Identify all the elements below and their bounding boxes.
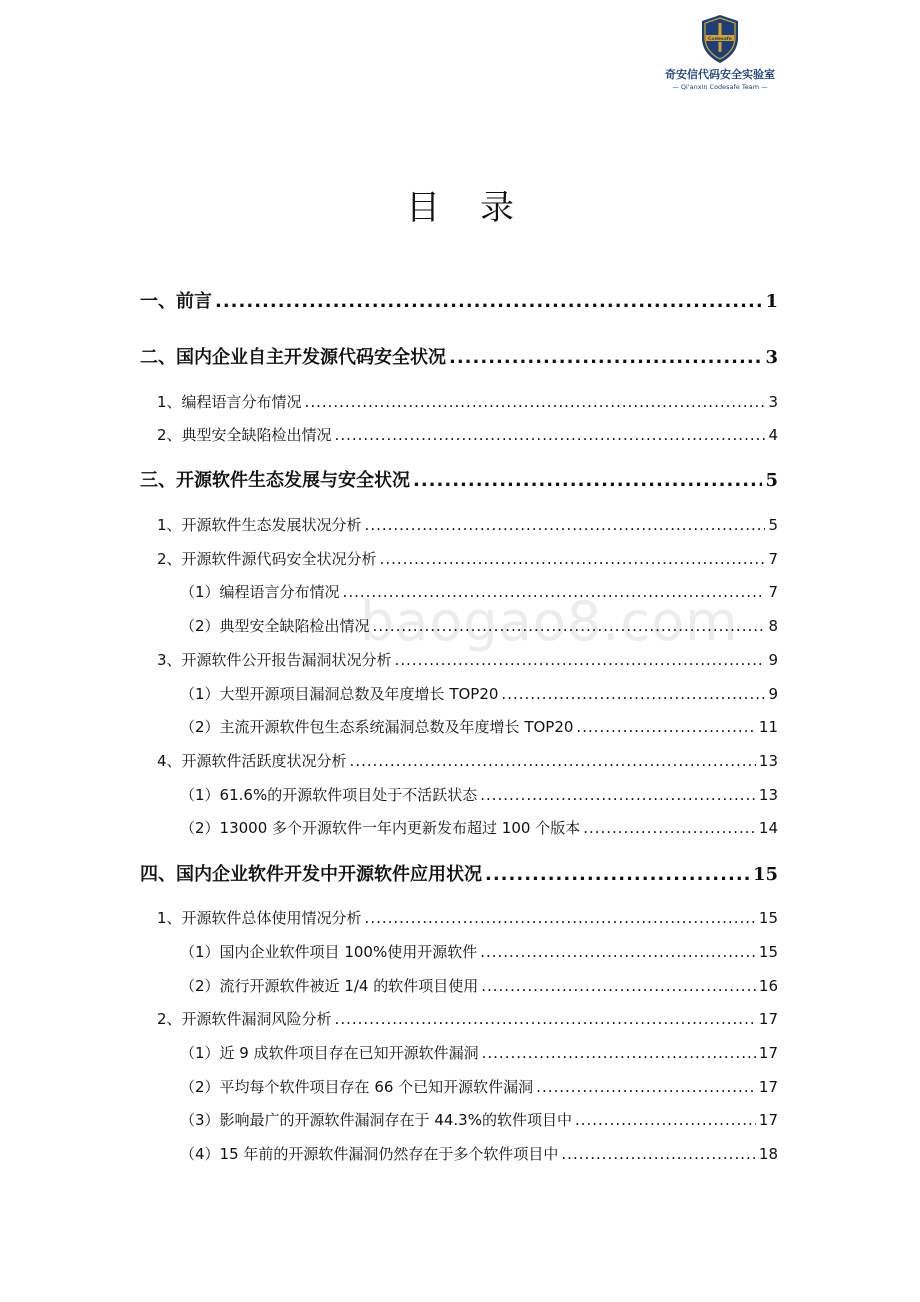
toc-entry-label: 3、开源软件公开报告漏洞状况分析 [157,651,392,669]
toc-entry-label: （2）主流开源软件包生态系统漏洞总数及年度增长 TOP20 [180,718,574,736]
toc-entry-label: （1）61.6%的开源软件项目处于不活跃状态 [180,786,478,804]
dot-leader [365,516,766,534]
toc-entry-page: 18 [758,1145,778,1163]
page-title: 目录 [406,188,554,228]
dot-leader [215,291,762,312]
watermark: baogao8.com [360,590,739,653]
dot-leader [365,909,756,927]
toc-entry-label: 2、典型安全缺陷检出情况 [157,426,332,444]
dot-leader [575,1111,756,1129]
toc-entry[interactable] [140,343,778,369]
toc-entry-label: 1、开源软件总体使用情况分析 [157,909,362,927]
toc-entry-page: 17 [758,1044,778,1062]
toc-entry-label: （2）平均每个软件项目存在 66 个已知开源软件漏洞 [180,1078,534,1096]
toc-entry-label: （1）编程语言分布情况 [180,583,340,601]
dot-leader [561,1145,756,1163]
toc-entry-label: （1）近 9 成软件项目存在已知开源软件漏洞 [180,1044,479,1062]
toc-entry-page: 5 [768,516,778,534]
toc-entry-label: 4、开源软件活跃度状况分析 [157,752,347,770]
toc-entry-page: 17 [758,1078,778,1096]
toc-entry-label: 1、编程语言分布情况 [157,393,302,411]
toc-entry[interactable] [157,907,778,928]
toc-entry[interactable] [157,649,778,670]
toc-entry[interactable] [140,466,778,492]
toc-entry-label: （2）13000 多个开源软件一年内更新发布超过 100 个版本 [180,819,581,837]
toc-entry[interactable] [157,424,778,445]
toc-entry-label: （4）15 年前的开源软件漏洞仍然存在于多个软件项目中 [180,1145,559,1163]
toc-entry[interactable] [180,716,778,737]
toc-entry-label: （1）大型开源项目漏洞总数及年度增长 TOP20 [180,685,499,703]
toc-entry-page: 13 [758,786,778,804]
toc-entry[interactable] [180,784,778,805]
toc-entry-page: 15 [758,909,778,927]
dot-leader [449,347,762,368]
toc-entry-page: 17 [758,1010,778,1028]
toc-entry-label: 1、开源软件生态发展状况分析 [157,516,362,534]
toc-entry-label: 2、开源软件源代码安全状况分析 [157,550,377,568]
dot-leader [480,943,756,961]
toc-entry-page: 7 [768,583,778,601]
toc-entry-page: 4 [768,426,778,444]
toc-entry[interactable] [157,514,778,535]
badge-text: Codesafe [708,36,732,42]
toc-entry[interactable] [157,750,778,771]
toc-entry-page: 15 [752,864,778,885]
dot-leader [335,426,766,444]
dot-leader [482,1044,756,1062]
dot-leader [501,685,765,703]
toc-entry[interactable] [180,1109,778,1130]
toc-entry[interactable] [157,548,778,569]
toc-entry-label: （2）典型安全缺陷检出情况 [180,617,370,635]
dot-leader [481,977,756,995]
toc-entry-page: 15 [758,943,778,961]
shield-logo-icon [700,14,740,64]
dot-leader [335,1010,756,1028]
toc-entry-label: （2）流行开源软件被近 1/4 的软件项目使用 [180,977,479,995]
toc-entry-page: 5 [765,470,778,491]
dot-leader [536,1078,756,1096]
toc-entry[interactable] [180,1042,778,1063]
dot-leader [373,617,766,635]
lab-logo [664,14,776,91]
toc-entry-page: 16 [758,977,778,995]
toc-entry-label: 2、开源软件漏洞风险分析 [157,1010,332,1028]
lab-subtitle: — Qi'anxin Codesafe Team — [672,83,768,91]
dot-leader [576,718,755,736]
toc-entry-label: （3）影响最广的开源软件漏洞存在于 44.3%的软件项目中 [180,1111,572,1129]
dot-leader [395,651,766,669]
toc-entry-page: 1 [765,291,778,312]
toc-entry-label: 一、前言 [140,291,212,312]
toc-entry[interactable] [180,975,778,996]
toc-entry[interactable] [180,1143,778,1164]
toc-entry[interactable] [180,581,778,602]
toc-entry-page: 14 [758,819,778,837]
dot-leader [480,786,756,804]
toc-entry[interactable] [157,1008,778,1029]
toc-entry-page: 17 [758,1111,778,1129]
toc-entry-label: 二、国内企业自主开发源代码安全状况 [140,347,446,368]
dot-leader [583,819,756,837]
toc-entry[interactable] [180,683,778,704]
toc-entry-page: 3 [768,393,778,411]
toc-entry-label: 三、开源软件生态发展与安全状况 [140,470,410,491]
toc-entry[interactable] [180,1076,778,1097]
toc-entry-label: （1）国内企业软件项目 100%使用开源软件 [180,943,478,961]
toc-entry-page: 8 [768,617,778,635]
dot-leader [380,550,766,568]
toc-entry-page: 11 [758,718,778,736]
dot-leader [485,864,750,885]
toc-entry-page: 9 [768,651,778,669]
lab-name: 奇安信代码安全实验室 [665,68,775,81]
toc-entry-page: 7 [768,550,778,568]
toc-entry[interactable] [140,860,778,886]
toc-entry[interactable] [180,615,778,636]
toc-entry[interactable] [140,287,778,313]
dot-leader [305,393,766,411]
dot-leader [413,470,762,491]
toc-entry[interactable] [180,817,778,838]
dot-leader [343,583,766,601]
dot-leader [350,752,756,770]
toc-entry-page: 9 [768,685,778,703]
toc-entry-page: 13 [758,752,778,770]
toc-entry-page: 3 [765,347,778,368]
toc-entry-label: 四、国内企业软件开发中开源软件应用状况 [140,864,482,885]
toc-entry[interactable] [180,941,778,962]
toc-entry[interactable] [157,391,778,412]
